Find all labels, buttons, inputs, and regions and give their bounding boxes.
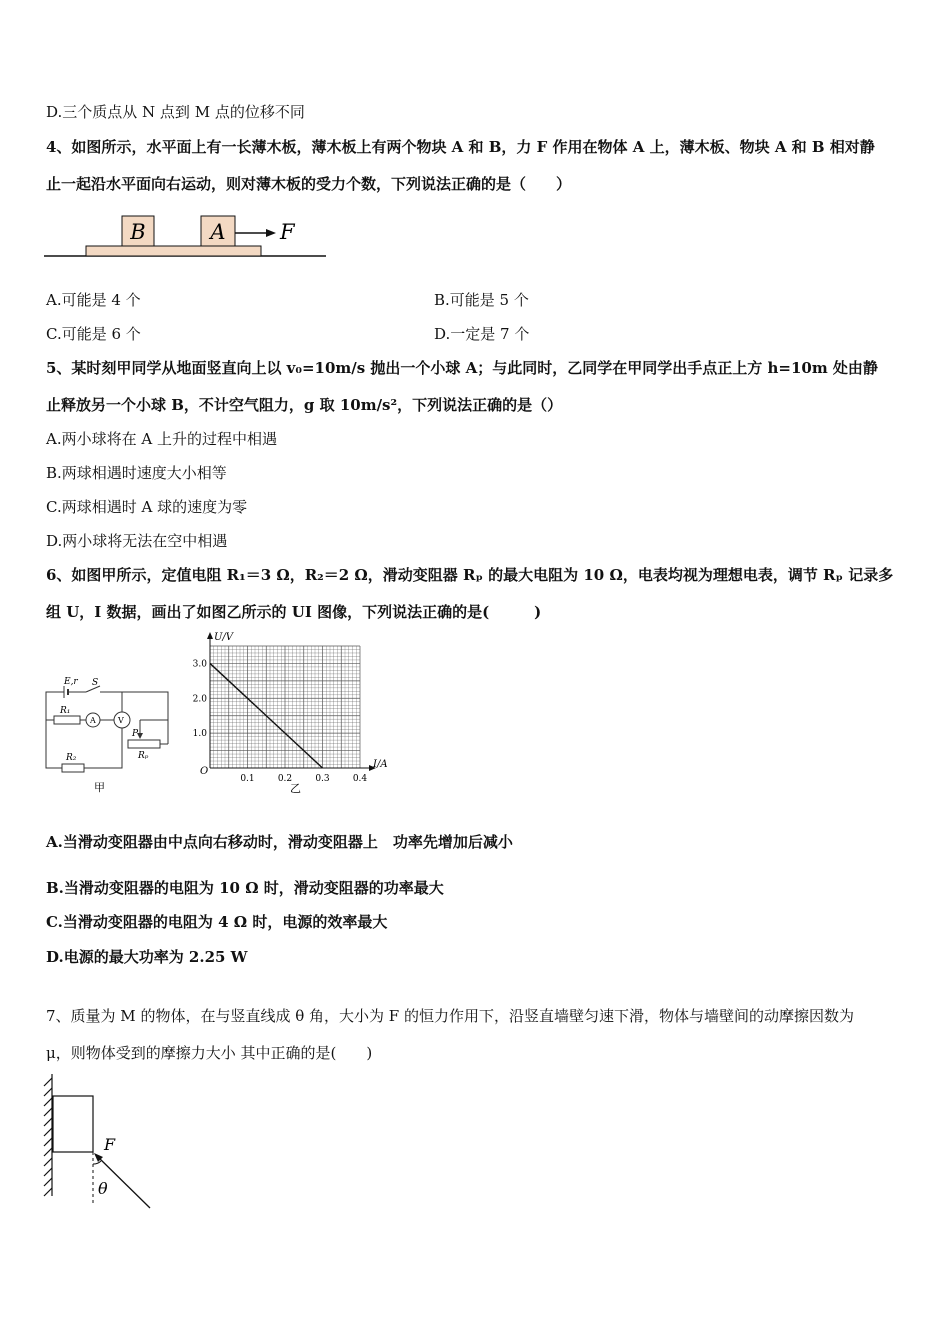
force-label: F xyxy=(104,1135,116,1154)
q5-option-b: B.两球相遇时速度大小相等 xyxy=(46,464,227,482)
rp-resistor xyxy=(128,740,160,748)
x-tick-label: 0.4 xyxy=(352,774,368,784)
force-arrow-head xyxy=(266,229,276,237)
q7-stem-line2: μ，则物体受到的摩擦力大小 其中正确的是( ) xyxy=(46,1044,373,1062)
q6-ui-chart xyxy=(180,628,390,798)
q5-stem-line2: 止释放另一个小球 B，不计空气阻力，g 取 10m/s²，下列说法正确的是（） xyxy=(46,396,563,414)
q4-stem-line1: 4、如图所示，水平面上有一长薄木板，薄木板上有两个物块 A 和 B，力 F 作用在物体 A 上，薄木板、物块 A 和 B 相对静 xyxy=(46,138,875,156)
r2-resistor xyxy=(62,764,84,772)
ammeter-label: A xyxy=(90,716,96,725)
q6-stem-line2: 组 U，I 数据，画出了如图乙所示的 UI 图像，下列说法正确的是( ) xyxy=(46,603,542,621)
q4-option-a: A.可能是 4 个 xyxy=(46,291,141,309)
rp-label: Rₚ xyxy=(138,751,149,761)
chart-xlabel: I/A xyxy=(373,759,388,770)
y-tick-label: 2.0 xyxy=(192,694,207,705)
r1-resistor xyxy=(54,716,80,724)
r2-label: R₂ xyxy=(66,753,77,763)
switch-label: S xyxy=(92,678,99,688)
block-b-label: B xyxy=(130,220,146,244)
q6-option-d: D.电源的最大功率为 2.25 W xyxy=(46,948,248,966)
angle-label: θ xyxy=(98,1179,108,1198)
y-axis-arrow xyxy=(207,632,213,639)
chart-grid xyxy=(210,646,360,768)
y-tick-label: 1.0 xyxy=(192,729,207,740)
q6-stem-line1: 6、如图甲所示，定值电阻 R₁＝3 Ω，R₂＝2 Ω，滑动变阻器 Rₚ 的最大电阻为 10 Ω，电表均视为理想电表，调节 Rₚ 记录多 xyxy=(46,566,894,584)
x-tick-label: 0.2 xyxy=(277,774,293,784)
q4-stem-line2: 止一起沿水平面向右运动，则对薄木板的受力个数，下列说法正确的是（ ） xyxy=(46,175,572,193)
q5-stem-line1: 5、某时刻甲同学从地面竖直向上以 v₀=10m/s 抛出一个小球 A；与此同时，乙同学在甲同学出手点正上方 h=10m 处由静 xyxy=(46,359,878,377)
y-tick-label: 3.0 xyxy=(192,659,207,670)
slider-label: P xyxy=(132,729,139,739)
circuit-caption: 甲 xyxy=(94,781,105,794)
x-tick-label: 0.3 xyxy=(315,774,330,784)
x-tick-label: 0.1 xyxy=(240,774,255,784)
q4-figure xyxy=(44,212,334,262)
r1-label: R₁ xyxy=(60,706,71,716)
chart-ylabel: U/V xyxy=(214,632,234,643)
angle-arc xyxy=(93,1161,101,1164)
q4-option-d: D.一定是 7 个 xyxy=(434,325,530,343)
q5-option-c: C.两球相遇时 A 球的速度为零 xyxy=(46,498,248,516)
chart-origin: O xyxy=(200,766,209,777)
q3-option-d: D.三个质点从 N 点到 M 点的位移不同 xyxy=(46,103,305,121)
force-label: F xyxy=(280,220,295,244)
q6-option-a: A.当滑动变阻器由中点向右移动时，滑动变阻器上 功率先增加后减小 xyxy=(46,833,513,851)
q6-option-c: C.当滑动变阻器的电阻为 4 Ω 时，电源的效率最大 xyxy=(46,913,388,931)
q4-option-b: B.可能是 5 个 xyxy=(434,291,529,309)
block xyxy=(53,1096,93,1152)
q5-option-a: A.两小球将在 A 上升的过程中相遇 xyxy=(46,430,277,448)
q5-option-d: D.两小球将无法在空中相遇 xyxy=(46,532,228,550)
q6-circuit-diagram xyxy=(40,678,180,798)
source-label: E,r xyxy=(64,677,78,687)
voltmeter-label: V xyxy=(118,716,124,725)
chart-caption: 乙 xyxy=(290,782,301,795)
q4-option-c: C.可能是 6 个 xyxy=(46,325,141,343)
q6-option-b: B.当滑动变阻器的电阻为 10 Ω 时，滑动变阻器的功率最大 xyxy=(46,879,444,897)
q7-stem-line1: 7、质量为 M 的物体，在与竖直线成 θ 角，大小为 F 的恒力作用下，沿竖直墙壁匀速下滑，物体与墙壁间的动摩擦因数为 xyxy=(46,1007,854,1025)
block-a-label: A xyxy=(210,220,226,244)
q7-figure xyxy=(40,1072,170,1212)
